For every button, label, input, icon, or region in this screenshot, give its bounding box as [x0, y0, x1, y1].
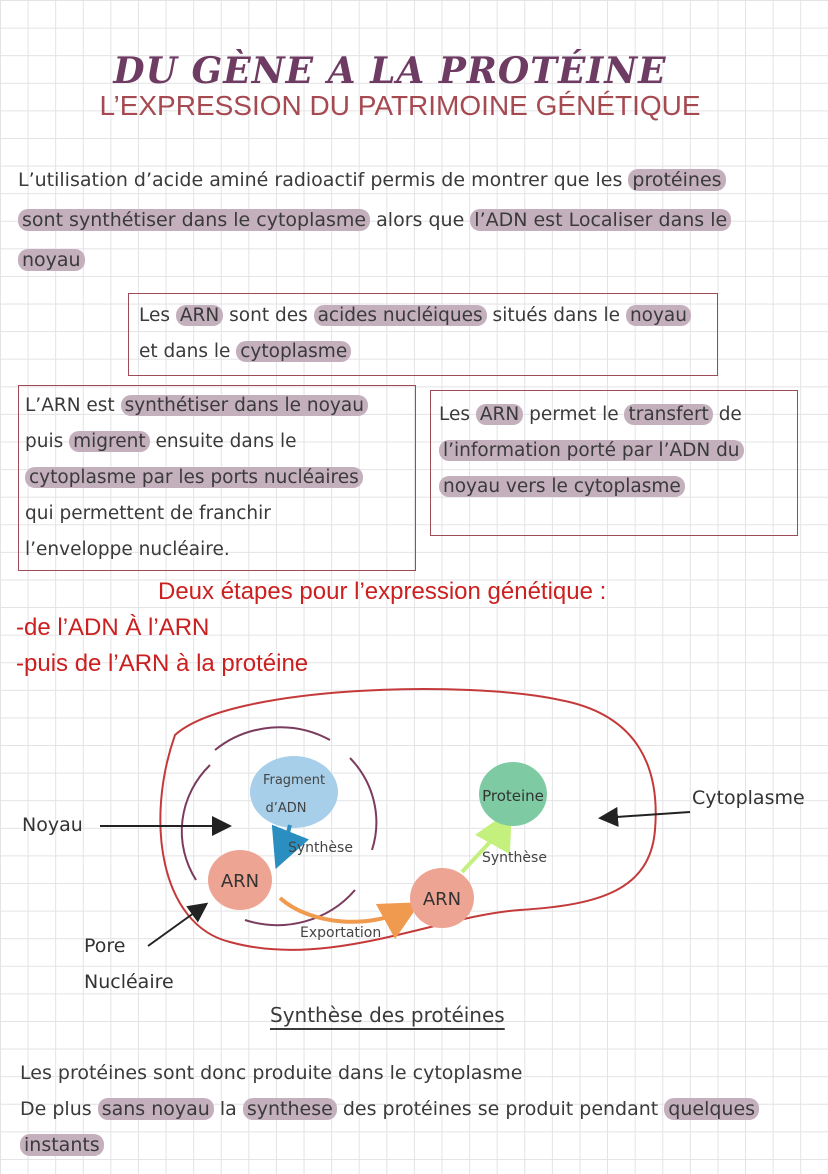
highlight: protéines	[628, 169, 725, 191]
proteine-label: Proteine	[482, 787, 544, 805]
adn-fragment-label-2: d’ADN	[265, 801, 307, 816]
highlight: cytoplasme par les ports nucléaires	[25, 467, 363, 488]
nucleus-envelope-arc	[182, 765, 210, 880]
conclusion-paragraph	[20, 1055, 800, 1163]
highlight: sont synthétiser dans le cytoplasme	[18, 209, 370, 231]
exportation-label: Exportation	[300, 925, 382, 941]
protein-synthesis-diagram	[0, 680, 828, 1000]
synthesis-label-1: Synthèse	[288, 840, 353, 856]
intro-line-3	[18, 240, 788, 280]
synthesis-label-2: Synthèse	[482, 850, 547, 866]
note-box-arn-synthesis: L’ARN est synthétiser dans le noyau puis migrent ensuite dans le cytoplasme par les ports nucléaires qui permettent de franchir l’enveloppe nucléaire.	[18, 385, 416, 571]
highlight: noyau	[626, 305, 691, 326]
noyau-label: Noyau	[22, 814, 83, 836]
highlight: transfert	[624, 404, 712, 425]
cytoplasme-label: Cytoplasme	[692, 787, 805, 809]
adn-fragment-blob	[250, 756, 338, 828]
highlight: ARN	[476, 404, 523, 425]
highlight: ARN	[176, 305, 223, 326]
conclusion-line-3	[20, 1127, 800, 1163]
pore-arrow	[148, 905, 205, 946]
page-subtitle: L’EXPRESSION DU PATRIMOINE GÉNÉTIQUE	[99, 90, 701, 121]
pore-label-1: Pore	[84, 935, 126, 957]
step-2: -puis de l’ARN à la protéine	[16, 650, 309, 677]
step-1: -de l’ADN À l’ARN	[16, 614, 210, 641]
highlight: l’information porté par l’ADN du	[439, 440, 744, 461]
highlight: acides nucléiques	[314, 305, 487, 326]
highlight: migrent	[69, 431, 149, 452]
highlight: instants	[20, 1134, 104, 1156]
exportation-arrow	[280, 898, 410, 922]
highlight: quelques	[664, 1098, 759, 1120]
note-box-arn-location: Les ARN sont des acides nucléiques situés dans le noyau et dans le cytoplasme	[128, 293, 718, 376]
nucleus-envelope-arc	[350, 758, 376, 850]
highlight: synthétiser dans le noyau	[121, 395, 368, 416]
diagram-caption: Synthèse des protéines	[270, 1003, 505, 1027]
steps-heading: Deux étapes pour l’expression génétique :	[158, 578, 607, 605]
highlight: sans noyau	[98, 1098, 214, 1120]
highlight: noyau	[18, 249, 85, 271]
highlight: noyau vers le cytoplasme	[439, 476, 685, 497]
page-title: DU GÈNE A LA PROTÉINE	[113, 50, 667, 92]
arn-nucleus-label: ARN	[220, 871, 260, 892]
cytoplasme-arrow	[602, 812, 690, 818]
intro-line-1: L’utilisation d’acide aminé radioactif permis de montrer que les protéines	[18, 160, 788, 200]
highlight: synthese	[243, 1098, 337, 1120]
arn-cytoplasm-label: ARN	[422, 889, 462, 910]
intro-line-2: sont synthétiser dans le cytoplasme alors que l’ADN est Localiser dans le	[18, 200, 788, 240]
intro-paragraph	[18, 160, 788, 280]
highlight: cytoplasme	[236, 341, 351, 362]
nucleus-envelope-arc	[215, 727, 330, 750]
pore-label-2: Nucléaire	[84, 971, 174, 993]
highlight: l’ADN est Localiser dans le	[470, 209, 731, 231]
note-box-arn-transfer: Les ARN permet le transfert de l’information porté par l’ADN du noyau vers le cytoplasme	[430, 390, 798, 536]
conclusion-line-2: De plus sans noyau la synthese des protéines se produit pendant quelques	[20, 1091, 800, 1127]
adn-fragment-label-1: Fragment	[262, 773, 326, 788]
conclusion-line-1: Les protéines sont donc produite dans le cytoplasme	[20, 1062, 523, 1084]
